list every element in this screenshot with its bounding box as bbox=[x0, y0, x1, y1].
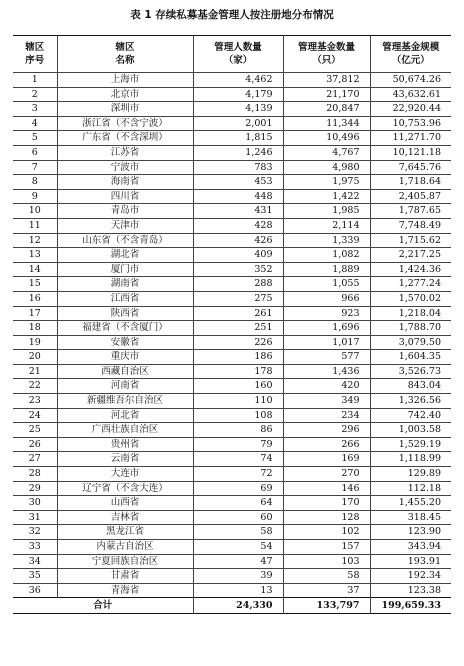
cell-region-no: 27 bbox=[13, 452, 57, 467]
cell-fund-count: 37 bbox=[283, 583, 370, 598]
cell-manager-count: 58 bbox=[193, 525, 283, 540]
table-row bbox=[13, 218, 451, 233]
table-row bbox=[13, 204, 451, 219]
table-row bbox=[13, 496, 451, 511]
cell-manager-count: 226 bbox=[193, 335, 283, 350]
cell-region-no: 16 bbox=[13, 291, 57, 306]
cell-region-no: 8 bbox=[13, 175, 57, 190]
cell-region-no: 20 bbox=[13, 350, 57, 365]
cell-region-no: 7 bbox=[13, 160, 57, 175]
cell-fund-count: 420 bbox=[283, 379, 370, 394]
cell-region-name: 河北省 bbox=[57, 408, 193, 423]
cell-fund-count: 266 bbox=[283, 437, 370, 452]
table-row bbox=[13, 583, 451, 598]
cell-region-no: 35 bbox=[13, 569, 57, 584]
cell-region-name: 贵州省 bbox=[57, 437, 193, 452]
cell-manager-count: 69 bbox=[193, 481, 283, 496]
cell-fund-count: 4,767 bbox=[283, 145, 370, 160]
cell-region-name: 吉林省 bbox=[57, 510, 193, 525]
cell-region-no: 18 bbox=[13, 321, 57, 336]
table-row bbox=[13, 423, 451, 438]
cell-fund-scale: 1,604.35 bbox=[370, 350, 451, 365]
cell-fund-scale: 129.89 bbox=[370, 467, 451, 482]
cell-fund-count: 103 bbox=[283, 554, 370, 569]
cell-fund-count: 296 bbox=[283, 423, 370, 438]
cell-manager-count: 431 bbox=[193, 204, 283, 219]
cell-fund-scale: 1,424.36 bbox=[370, 262, 451, 277]
cell-fund-count: 128 bbox=[283, 510, 370, 525]
table-row bbox=[13, 175, 451, 190]
cell-manager-count: 409 bbox=[193, 248, 283, 263]
cell-region-name: 内蒙古自治区 bbox=[57, 540, 193, 555]
cell-fund-scale: 10,753.96 bbox=[370, 116, 451, 131]
cell-fund-scale: 343.94 bbox=[370, 540, 451, 555]
cell-region-name: 湖南省 bbox=[57, 277, 193, 292]
cell-fund-count: 58 bbox=[283, 569, 370, 584]
cell-fund-count: 923 bbox=[283, 306, 370, 321]
fund-manager-table bbox=[13, 35, 451, 614]
header-fund-count: 管理基金数量 （只） bbox=[283, 36, 370, 73]
table-row bbox=[13, 379, 451, 394]
cell-fund-scale: 7,748.49 bbox=[370, 218, 451, 233]
cell-region-name: 辽宁省（不含大连） bbox=[57, 481, 193, 496]
cell-region-name: 福建省（不含厦门） bbox=[57, 321, 193, 336]
cell-fund-count: 1,017 bbox=[283, 335, 370, 350]
cell-region-name: 安徽省 bbox=[57, 335, 193, 350]
cell-region-name: 海南省 bbox=[57, 175, 193, 190]
cell-manager-count: 108 bbox=[193, 408, 283, 423]
total-scale: 199,659.33 bbox=[370, 598, 451, 614]
cell-fund-scale: 123.90 bbox=[370, 525, 451, 540]
cell-manager-count: 60 bbox=[193, 510, 283, 525]
table-row bbox=[13, 131, 451, 146]
cell-fund-scale: 1,715.62 bbox=[370, 233, 451, 248]
total-label: 合计 bbox=[13, 598, 193, 614]
table-row bbox=[13, 510, 451, 525]
cell-fund-scale: 2,217.25 bbox=[370, 248, 451, 263]
cell-region-name: 宁夏回族自治区 bbox=[57, 554, 193, 569]
table-row bbox=[13, 233, 451, 248]
cell-region-name: 浙江省（不含宁波） bbox=[57, 116, 193, 131]
total-row bbox=[13, 598, 451, 614]
cell-manager-count: 39 bbox=[193, 569, 283, 584]
cell-region-name: 深圳市 bbox=[57, 102, 193, 117]
cell-region-name: 山西省 bbox=[57, 496, 193, 511]
cell-fund-scale: 123.38 bbox=[370, 583, 451, 598]
cell-fund-count: 270 bbox=[283, 467, 370, 482]
cell-region-no: 19 bbox=[13, 335, 57, 350]
table-row bbox=[13, 481, 451, 496]
table-row bbox=[13, 467, 451, 482]
cell-fund-scale: 1,218.04 bbox=[370, 306, 451, 321]
cell-manager-count: 428 bbox=[193, 218, 283, 233]
cell-fund-count: 1,339 bbox=[283, 233, 370, 248]
cell-region-no: 32 bbox=[13, 525, 57, 540]
table-row bbox=[13, 102, 451, 117]
table-row bbox=[13, 262, 451, 277]
cell-region-no: 26 bbox=[13, 437, 57, 452]
cell-region-name: 江西省 bbox=[57, 291, 193, 306]
cell-region-no: 24 bbox=[13, 408, 57, 423]
cell-manager-count: 74 bbox=[193, 452, 283, 467]
cell-region-no: 33 bbox=[13, 540, 57, 555]
cell-region-no: 5 bbox=[13, 131, 57, 146]
cell-manager-count: 288 bbox=[193, 277, 283, 292]
header-region-no: 辖区 序号 bbox=[13, 36, 57, 73]
cell-region-no: 1 bbox=[13, 73, 57, 88]
cell-fund-count: 21,170 bbox=[283, 87, 370, 102]
cell-fund-count: 11,344 bbox=[283, 116, 370, 131]
cell-region-no: 13 bbox=[13, 248, 57, 263]
cell-fund-scale: 843.04 bbox=[370, 379, 451, 394]
cell-region-no: 34 bbox=[13, 554, 57, 569]
cell-manager-count: 186 bbox=[193, 350, 283, 365]
cell-fund-scale: 193.91 bbox=[370, 554, 451, 569]
cell-region-name: 厦门市 bbox=[57, 262, 193, 277]
table-row bbox=[13, 321, 451, 336]
cell-fund-count: 1,055 bbox=[283, 277, 370, 292]
cell-region-name: 甘肃省 bbox=[57, 569, 193, 584]
table-row bbox=[13, 364, 451, 379]
cell-region-name: 广西壮族自治区 bbox=[57, 423, 193, 438]
cell-manager-count: 4,462 bbox=[193, 73, 283, 88]
cell-fund-count: 577 bbox=[283, 350, 370, 365]
cell-region-name: 广东省（不含深圳） bbox=[57, 131, 193, 146]
cell-region-name: 上海市 bbox=[57, 73, 193, 88]
cell-region-name: 河南省 bbox=[57, 379, 193, 394]
cell-fund-count: 1,082 bbox=[283, 248, 370, 263]
cell-region-no: 15 bbox=[13, 277, 57, 292]
cell-manager-count: 453 bbox=[193, 175, 283, 190]
table-row bbox=[13, 394, 451, 409]
cell-region-no: 23 bbox=[13, 394, 57, 409]
cell-manager-count: 1,246 bbox=[193, 145, 283, 160]
cell-fund-count: 1,436 bbox=[283, 364, 370, 379]
cell-region-name: 北京市 bbox=[57, 87, 193, 102]
cell-manager-count: 13 bbox=[193, 583, 283, 598]
table-row bbox=[13, 554, 451, 569]
cell-region-name: 天津市 bbox=[57, 218, 193, 233]
cell-manager-count: 64 bbox=[193, 496, 283, 511]
header-manager-count: 管理人数量 （家） bbox=[193, 36, 283, 73]
cell-region-name: 四川省 bbox=[57, 189, 193, 204]
table-row bbox=[13, 569, 451, 584]
cell-fund-scale: 50,674.26 bbox=[370, 73, 451, 88]
cell-region-no: 22 bbox=[13, 379, 57, 394]
cell-manager-count: 47 bbox=[193, 554, 283, 569]
table-row bbox=[13, 116, 451, 131]
cell-region-name: 大连市 bbox=[57, 467, 193, 482]
cell-region-no: 11 bbox=[13, 218, 57, 233]
cell-fund-scale: 1,455.20 bbox=[370, 496, 451, 511]
cell-fund-count: 1,889 bbox=[283, 262, 370, 277]
cell-region-name: 云南省 bbox=[57, 452, 193, 467]
cell-fund-count: 234 bbox=[283, 408, 370, 423]
cell-region-name: 青岛市 bbox=[57, 204, 193, 219]
cell-region-name: 西藏自治区 bbox=[57, 364, 193, 379]
cell-region-name: 重庆市 bbox=[57, 350, 193, 365]
cell-region-no: 21 bbox=[13, 364, 57, 379]
table-row bbox=[13, 306, 451, 321]
cell-fund-scale: 192.34 bbox=[370, 569, 451, 584]
table-row bbox=[13, 437, 451, 452]
cell-fund-scale: 1,118.99 bbox=[370, 452, 451, 467]
cell-region-name: 新疆维吾尔自治区 bbox=[57, 394, 193, 409]
cell-fund-scale: 1,787.65 bbox=[370, 204, 451, 219]
cell-region-no: 14 bbox=[13, 262, 57, 277]
total-funds: 133,797 bbox=[283, 598, 370, 614]
cell-fund-count: 169 bbox=[283, 452, 370, 467]
cell-region-no: 10 bbox=[13, 204, 57, 219]
cell-manager-count: 4,179 bbox=[193, 87, 283, 102]
cell-fund-scale: 1,788.70 bbox=[370, 321, 451, 336]
cell-fund-count: 37,812 bbox=[283, 73, 370, 88]
cell-manager-count: 54 bbox=[193, 540, 283, 555]
table-row bbox=[13, 87, 451, 102]
cell-manager-count: 1,815 bbox=[193, 131, 283, 146]
cell-fund-count: 10,496 bbox=[283, 131, 370, 146]
cell-fund-count: 1,975 bbox=[283, 175, 370, 190]
table-row bbox=[13, 160, 451, 175]
cell-fund-scale: 10,121.18 bbox=[370, 145, 451, 160]
cell-region-no: 17 bbox=[13, 306, 57, 321]
table-row bbox=[13, 540, 451, 555]
table-row bbox=[13, 248, 451, 263]
cell-region-name: 湖北省 bbox=[57, 248, 193, 263]
cell-manager-count: 2,001 bbox=[193, 116, 283, 131]
cell-region-no: 36 bbox=[13, 583, 57, 598]
cell-region-no: 25 bbox=[13, 423, 57, 438]
cell-region-name: 黑龙江省 bbox=[57, 525, 193, 540]
cell-fund-scale: 1,326.56 bbox=[370, 394, 451, 409]
table-row bbox=[13, 73, 451, 88]
table-row bbox=[13, 291, 451, 306]
table-row bbox=[13, 525, 451, 540]
cell-manager-count: 426 bbox=[193, 233, 283, 248]
cell-manager-count: 251 bbox=[193, 321, 283, 336]
cell-region-name: 山东省（不含青岛） bbox=[57, 233, 193, 248]
cell-manager-count: 72 bbox=[193, 467, 283, 482]
cell-region-no: 31 bbox=[13, 510, 57, 525]
cell-fund-count: 170 bbox=[283, 496, 370, 511]
cell-fund-scale: 11,271.70 bbox=[370, 131, 451, 146]
table-header-row bbox=[13, 36, 451, 73]
cell-manager-count: 4,139 bbox=[193, 102, 283, 117]
table-body bbox=[13, 73, 451, 598]
table-row bbox=[13, 335, 451, 350]
cell-manager-count: 86 bbox=[193, 423, 283, 438]
cell-fund-count: 157 bbox=[283, 540, 370, 555]
table-row bbox=[13, 145, 451, 160]
cell-region-name: 江苏省 bbox=[57, 145, 193, 160]
cell-fund-scale: 3,079.50 bbox=[370, 335, 451, 350]
cell-region-no: 4 bbox=[13, 116, 57, 131]
cell-manager-count: 110 bbox=[193, 394, 283, 409]
cell-manager-count: 783 bbox=[193, 160, 283, 175]
cell-fund-scale: 1,570.02 bbox=[370, 291, 451, 306]
cell-region-no: 3 bbox=[13, 102, 57, 117]
cell-manager-count: 160 bbox=[193, 379, 283, 394]
cell-manager-count: 352 bbox=[193, 262, 283, 277]
cell-fund-count: 20,847 bbox=[283, 102, 370, 117]
cell-fund-scale: 318.45 bbox=[370, 510, 451, 525]
cell-region-name: 宁波市 bbox=[57, 160, 193, 175]
table-row bbox=[13, 452, 451, 467]
header-fund-scale: 管理基金规模 （亿元） bbox=[370, 36, 451, 73]
cell-region-name: 青海省 bbox=[57, 583, 193, 598]
table-row bbox=[13, 277, 451, 292]
table-row bbox=[13, 350, 451, 365]
cell-fund-count: 4,980 bbox=[283, 160, 370, 175]
cell-region-no: 28 bbox=[13, 467, 57, 482]
cell-fund-scale: 1,277.24 bbox=[370, 277, 451, 292]
cell-fund-scale: 1,003.58 bbox=[370, 423, 451, 438]
cell-manager-count: 79 bbox=[193, 437, 283, 452]
cell-region-no: 9 bbox=[13, 189, 57, 204]
cell-fund-scale: 22,920.44 bbox=[370, 102, 451, 117]
cell-fund-count: 966 bbox=[283, 291, 370, 306]
cell-region-no: 30 bbox=[13, 496, 57, 511]
table-row bbox=[13, 408, 451, 423]
cell-region-no: 29 bbox=[13, 481, 57, 496]
cell-fund-count: 349 bbox=[283, 394, 370, 409]
cell-fund-scale: 7,645.76 bbox=[370, 160, 451, 175]
cell-region-no: 12 bbox=[13, 233, 57, 248]
total-managers: 24,330 bbox=[193, 598, 283, 614]
table-title: 表 1 存续私募基金管理人按注册地分布情况 bbox=[130, 9, 334, 21]
cell-region-no: 6 bbox=[13, 145, 57, 160]
cell-fund-scale: 1,529.19 bbox=[370, 437, 451, 452]
cell-fund-scale: 112.18 bbox=[370, 481, 451, 496]
cell-manager-count: 178 bbox=[193, 364, 283, 379]
cell-fund-count: 1,422 bbox=[283, 189, 370, 204]
header-region-name: 辖区 名称 bbox=[57, 36, 193, 73]
cell-manager-count: 275 bbox=[193, 291, 283, 306]
cell-manager-count: 261 bbox=[193, 306, 283, 321]
cell-fund-count: 1,985 bbox=[283, 204, 370, 219]
cell-fund-scale: 3,526.73 bbox=[370, 364, 451, 379]
cell-fund-count: 2,114 bbox=[283, 218, 370, 233]
cell-fund-scale: 2,405.87 bbox=[370, 189, 451, 204]
cell-manager-count: 448 bbox=[193, 189, 283, 204]
cell-region-name: 陕西省 bbox=[57, 306, 193, 321]
cell-fund-count: 146 bbox=[283, 481, 370, 496]
cell-fund-count: 102 bbox=[283, 525, 370, 540]
cell-fund-scale: 43,632.61 bbox=[370, 87, 451, 102]
cell-fund-count: 1,696 bbox=[283, 321, 370, 336]
cell-fund-scale: 1,718.64 bbox=[370, 175, 451, 190]
cell-fund-scale: 742.40 bbox=[370, 408, 451, 423]
table-row bbox=[13, 189, 451, 204]
cell-region-no: 2 bbox=[13, 87, 57, 102]
